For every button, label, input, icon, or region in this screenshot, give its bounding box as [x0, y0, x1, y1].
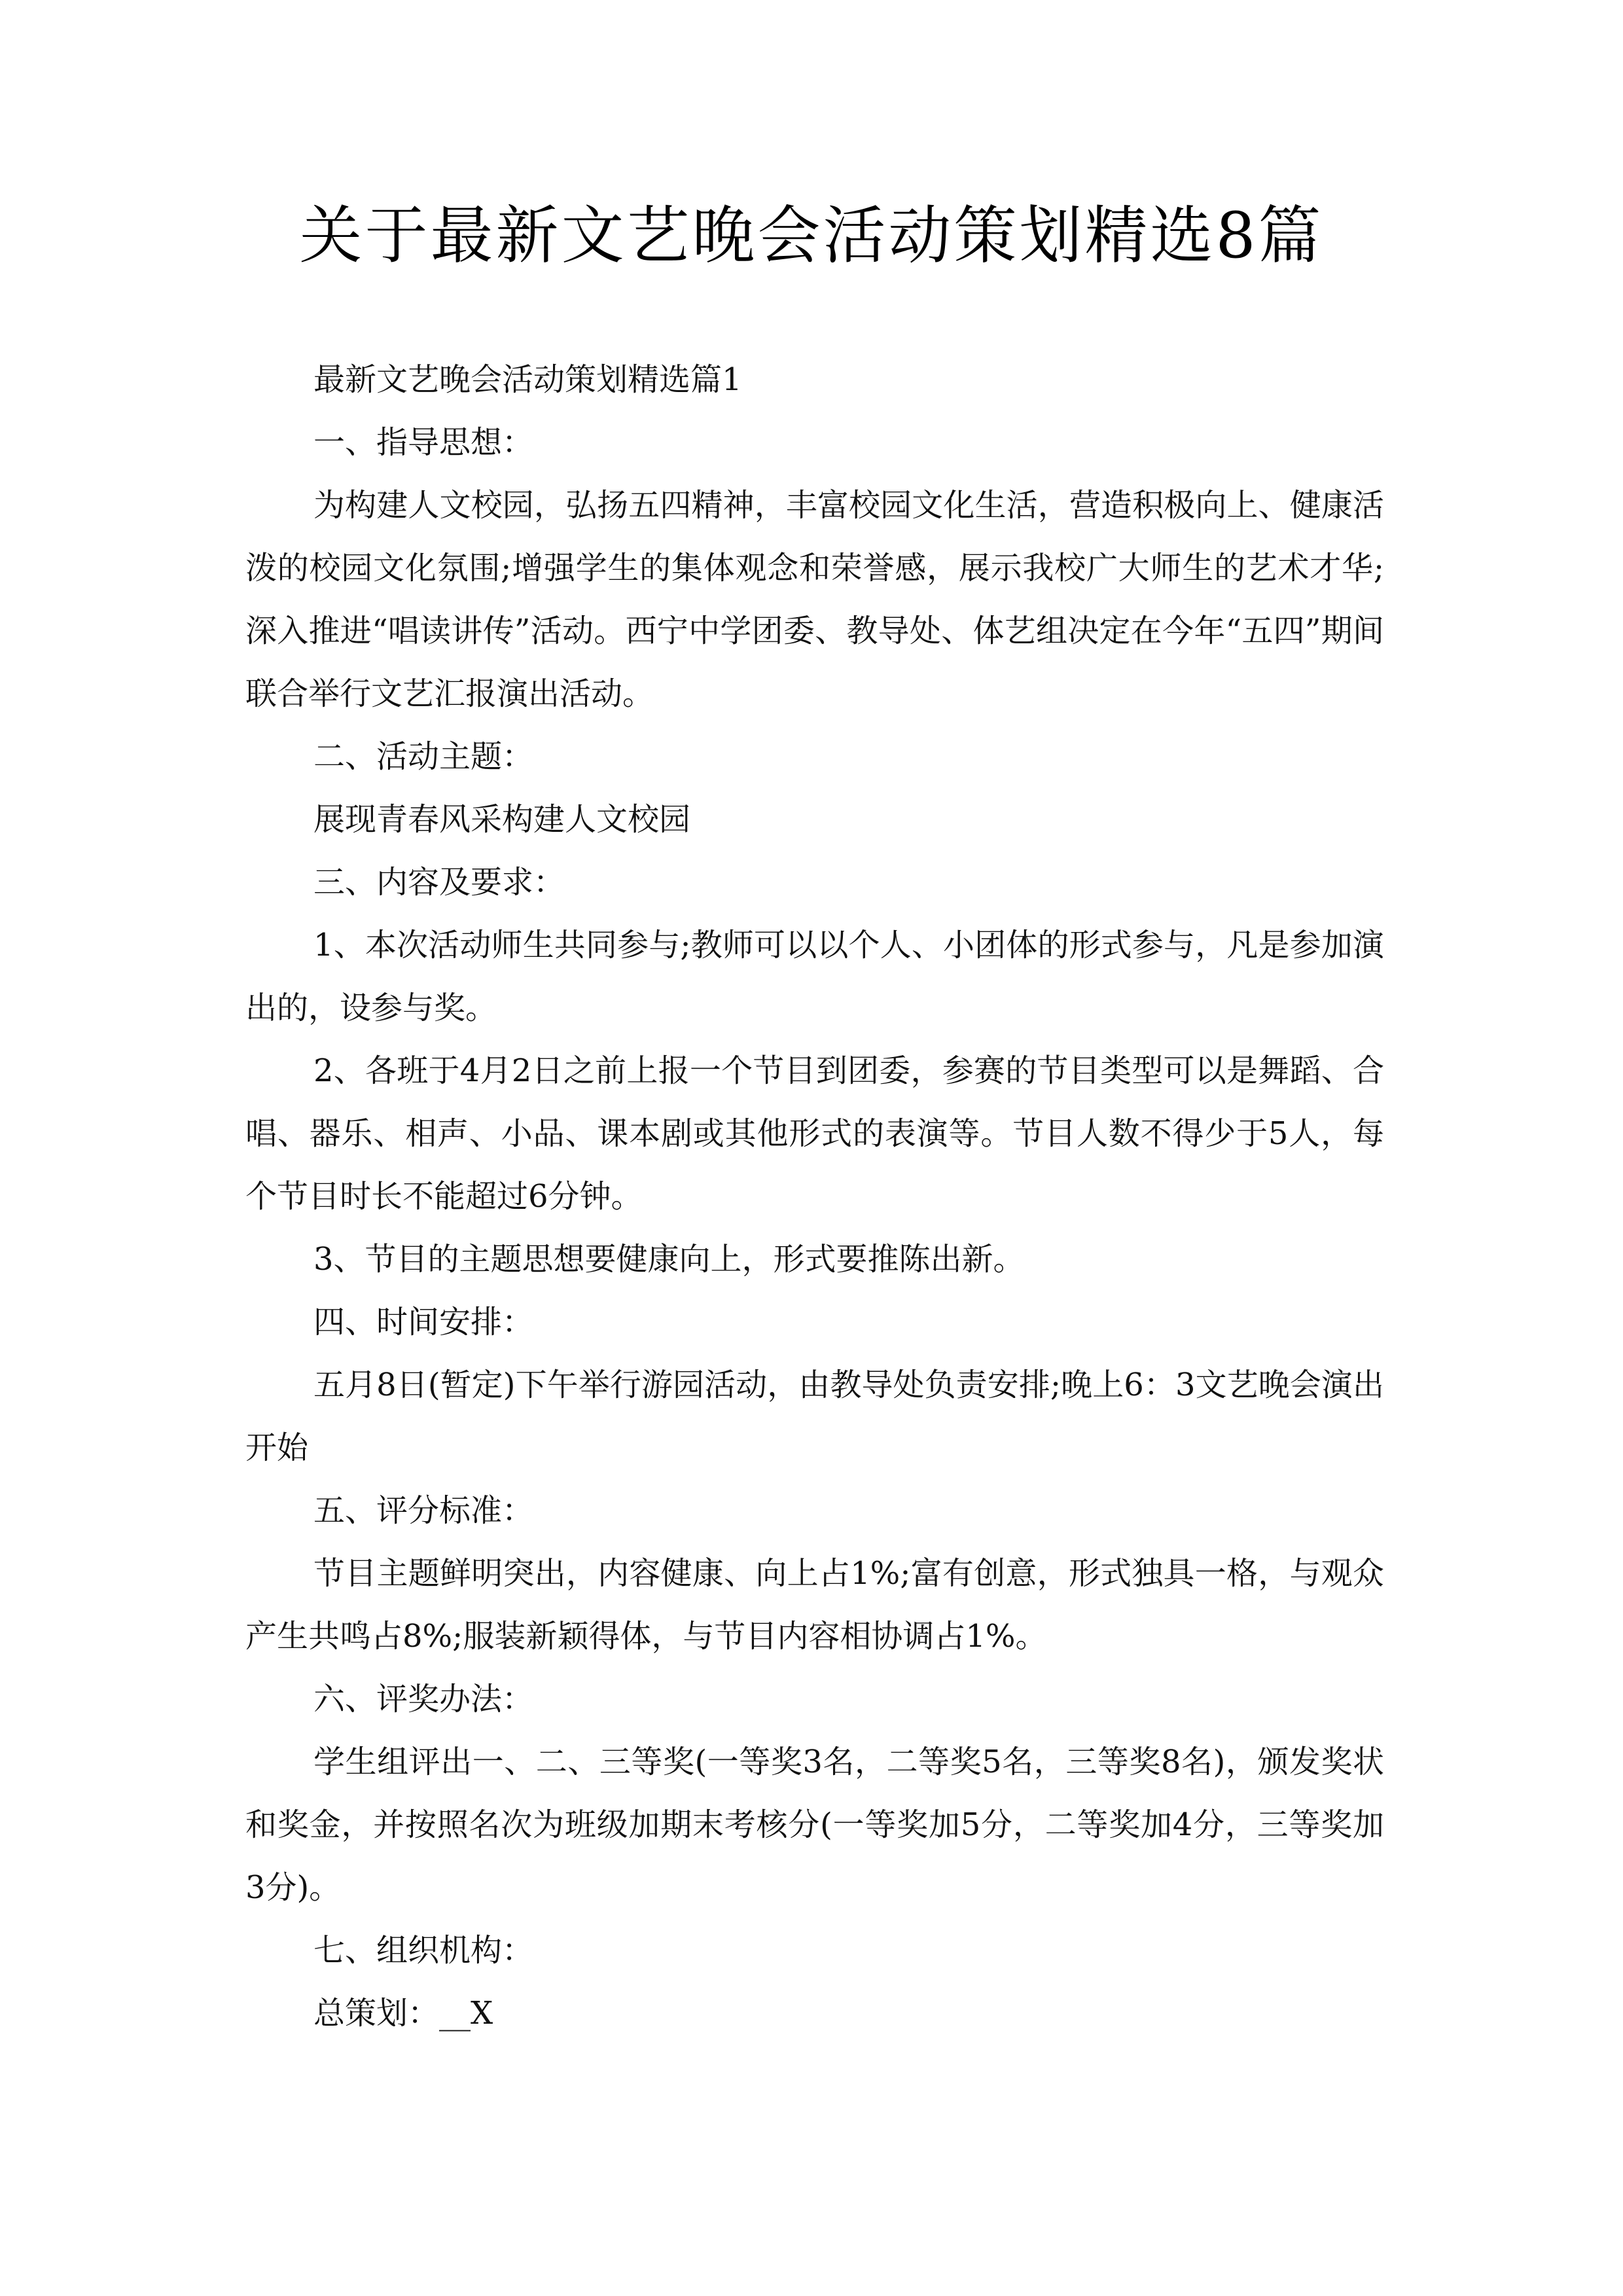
document-title: 关于最新文艺晚会活动策划精选8篇 — [299, 199, 1324, 272]
paragraph-activity-theme: 展现青春风采构建人文校园 — [313, 801, 691, 838]
heading-schedule: 四、时间安排： — [313, 1304, 534, 1340]
section-heading-part-1: 最新文艺晚会活动策划精选篇1 — [313, 361, 742, 398]
heading-activity-theme: 二、活动主题： — [313, 738, 534, 775]
heading-scoring-criteria: 五、评分标准： — [313, 1492, 534, 1529]
paragraph-requirement-1: 1、本次活动师生共同参与;教师可以以个人、小团体的形式参与，凡是参加演出的，设参与奖。 — [245, 927, 1384, 1026]
heading-award-method: 六、评奖办法： — [313, 1681, 534, 1717]
paragraph-requirement-2: 2、各班于4月2日之前上报一个节目到团委，参赛的节目类型可以是舞蹈、合唱、器乐、相声、小品、课本剧或其他形式的表演等。节目人数不得少于5人，每个节目时长不能超过6分钟。 — [245, 1052, 1384, 1215]
paragraph-schedule: 五月8日(暂定)下午举行游园活动，由教导处负责安排;晚上6：3文艺晚会演出开始 — [245, 1367, 1384, 1466]
paragraph-scoring-criteria: 节目主题鲜明突出，内容健康、向上占1%;富有创意，形式独具一格，与观众产生共鸣占8%;服装新颖得体，与节目内容相协调占1%。 — [245, 1555, 1384, 1655]
heading-organization: 七、组织机构： — [313, 1932, 534, 1969]
paragraph-award-method: 学生组评出一、二、三等奖(一等奖3名，二等奖5名，三等奖8名)，颁发奖状和奖金，并按照名次为班级加期末考核分(一等奖加5分，二等奖加4分，三等奖加3分)。 — [245, 1744, 1384, 1906]
paragraph-chief-planner: 总策划：__X — [313, 1995, 493, 2032]
paragraph-requirement-3: 3、节目的主题思想要健康向上，形式要推陈出新。 — [313, 1241, 1025, 1278]
document-body — [245, 348, 1384, 2045]
heading-content-requirements: 三、内容及要求： — [313, 864, 565, 901]
heading-guiding-ideology: 一、指导思想： — [313, 424, 534, 461]
paragraph-guiding-ideology: 为构建人文校园，弘扬五四精神，丰富校园文化生活，营造积极向上、健康活泼的校园文化氛围;增强学生的集体观念和荣誉感，展示我校广大师生的艺术才华;深入推进“唱读讲传”活动。西宁中学团委、教导处、体艺组决定在今年“五四”期间联合举行文艺汇报演出活动。 — [245, 487, 1384, 712]
